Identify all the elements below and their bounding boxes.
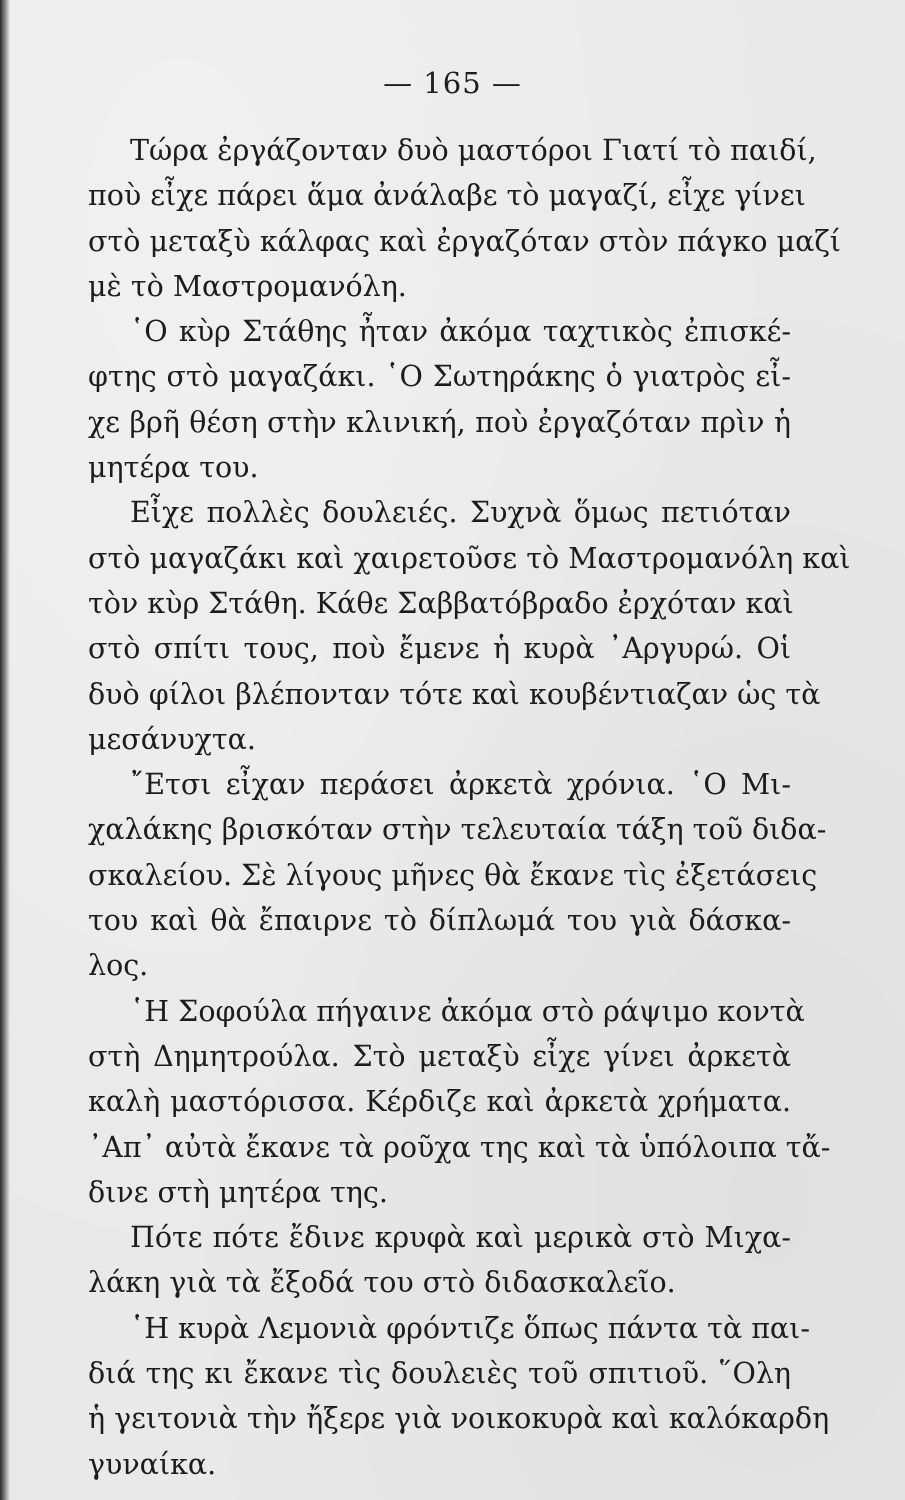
text-line: ῾Ο κὺρ Στάθης ἦταν ἀκόμα ταχτικὸς ἐπισκέ- — [130, 315, 791, 349]
text-line: δινε στὴ μητέρα της. — [88, 1175, 388, 1209]
text-line: στὸ μαγαζάκι καὶ χαιρετοῦσε τὸ Μαστρομανόλη καὶ — [88, 541, 851, 575]
text-line: χε βρῆ θέση στὴν κλινική, ποὺ ἐργαζόταν πρὶν ἡ — [88, 405, 791, 439]
text-line: στὸ σπίτι τους, ποὺ ἔμενε ἡ κυρὰ ᾿Αργυρώ. Οἱ — [88, 632, 791, 666]
text-line: λος. — [88, 949, 149, 983]
text-line: διά της κι ἔκανε τὶς δουλειὲς τοῦ σπιτιοῦ. ῞Ολη — [88, 1357, 791, 1391]
text-line: στὴ Δημητρούλα. Στὸ μεταξὺ εἶχε γίνει ἀρκετὰ — [88, 1039, 791, 1073]
text-line: χαλάκης βρισκόταν στὴν τελευταία τάξη τοῦ διδα- — [88, 813, 827, 847]
text-line: ποὺ εἶχε πάρει ἅμα ἀνάλαβε τὸ μαγαζί, εἶχε γίνει — [88, 179, 806, 213]
body-text — [88, 128, 851, 1487]
text-line: Τώρα ἐργάζονταν δυὸ μαστόροι Γιατί τὸ παιδί, — [130, 134, 817, 167]
text-line: ῾Η Σοφούλα πήγαινε ἀκόμα στὸ ράψιμο κοντὰ — [130, 994, 805, 1028]
text-line: γυναίκα. — [88, 1447, 217, 1481]
page-number: — 165 — — [383, 66, 522, 100]
text-line: φτης στὸ μαγαζάκι. ῾Ο Σωτηράκης ὁ γιατρὸς εἶ- — [88, 360, 791, 394]
text-line: τὸν κὺρ Στάθη. Κάθε Σαββατόβραδο ἐρχόταν καὶ — [88, 586, 794, 620]
text-line: ἡ γειτονιὰ τὴν ἤξερε γιὰ νοικοκυρὰ καὶ καλόκαρδη — [88, 1402, 830, 1436]
text-line: καλὴ μαστόρισσα. Κέρδιζε καὶ ἀρκετὰ χρήματα. — [88, 1085, 791, 1119]
text-line: μὲ τὸ Μαστρομανόλη. — [88, 269, 407, 303]
text-line: του καὶ θὰ ἔπαιρνε τὸ δίπλωμά του γιὰ δάσκα- — [88, 904, 791, 938]
text-line: λάκη γιὰ τὰ ἔξοδά του στὸ διδασκαλεῖο. — [88, 1266, 676, 1300]
text-line: ᾿Απ᾿ αὐτὰ ἔκανε τὰ ροῦχα της καὶ τὰ ὑπόλοιπα τἄ- — [88, 1130, 831, 1164]
text-line: σκαλείου. Σὲ λίγους μῆνες θὰ ἔκανε τὶς ἐξετάσεις — [88, 858, 818, 892]
text-line: μητέρα του. — [88, 451, 259, 485]
text-line: μεσάνυχτα. — [88, 722, 256, 756]
page-binding-edge — [0, 0, 10, 1500]
text-line: Πότε πότε ἔδινε κρυφὰ καὶ μερικὰ στὸ Μιχα- — [130, 1221, 791, 1255]
text-line: Εἶχε πολλὲς δουλειές. Συχνὰ ὅμως πετιόταν — [130, 496, 791, 530]
text-line: ῾Η κυρὰ Λεμονιὰ φρόντιζε ὅπως πάντα τὰ παι- — [130, 1311, 810, 1345]
text-line: ῎Ετσι εἶχαν περάσει ἀρκετὰ χρόνια. ῾Ο Μι- — [130, 768, 791, 802]
text-line: δυὸ φίλοι βλέπονταν τότε καὶ κουβέντιαζαν ὡς τὰ — [88, 677, 821, 711]
text-line: στὸ μεταξὺ κάλφας καὶ ἐργαζόταν στὸν πάγκο μαζί — [88, 224, 841, 258]
